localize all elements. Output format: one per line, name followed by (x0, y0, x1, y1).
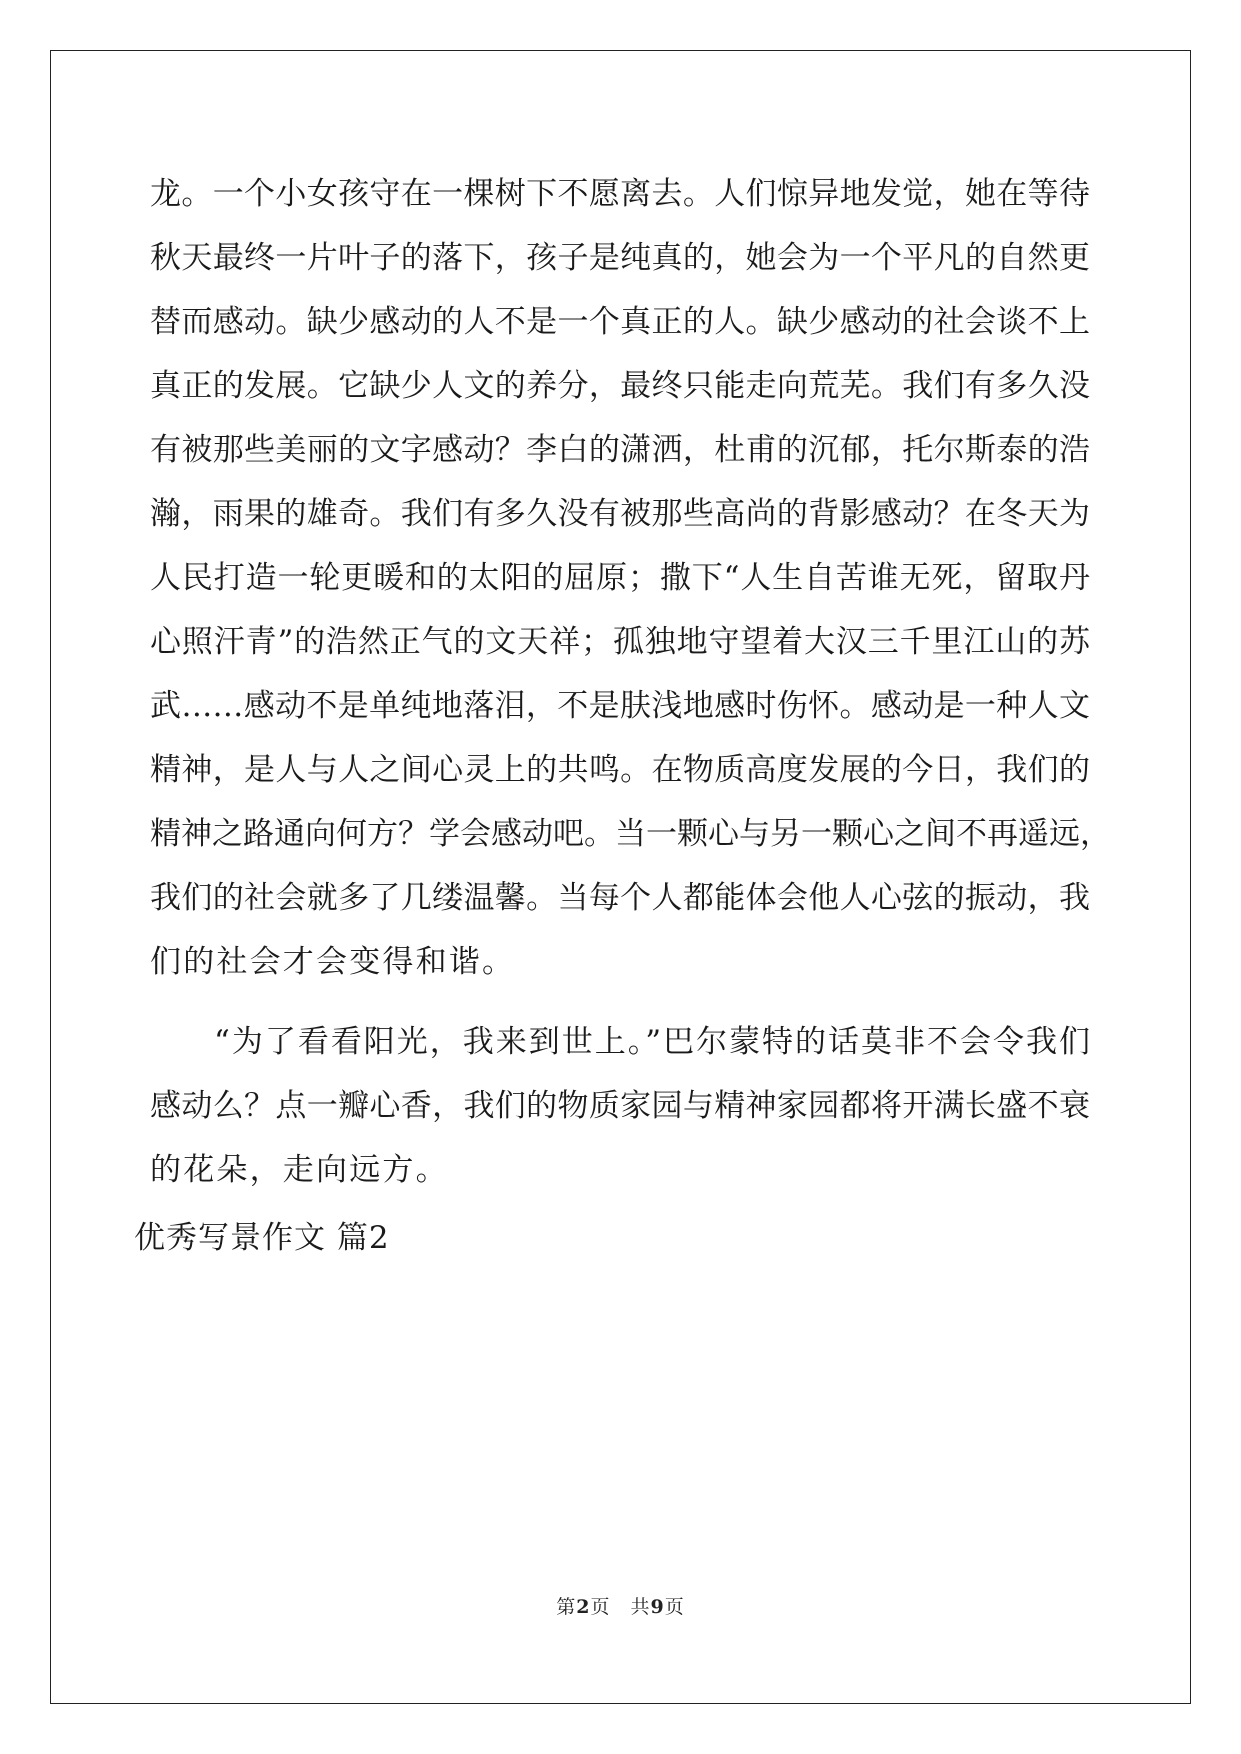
paragraph-2 (150, 1010, 1090, 1202)
text-line: 瀚，雨果的雄奇。我们有多久没有被那些高尚的背影感动？在冬天为 (150, 496, 1090, 532)
current-page-number: 2 (576, 1596, 591, 1618)
text-line: 龙。一个小女孩守在一棵树下不愿离去。人们惊异地发觉，她在等待 (150, 176, 1090, 212)
text-line: 秋天最终一片叶子的落下，孩子是纯真的，她会为一个平凡的自然更 (150, 240, 1090, 276)
text-line: 替而感动。缺少感动的人不是一个真正的人。缺少感动的社会谈不上 (150, 304, 1090, 340)
page-number-footer (0, 1592, 1241, 1619)
text-line: 人民打造一轮更暖和的太阳的屈原；撒下“人生自苦谁无死，留取丹 (150, 560, 1090, 596)
text-line: 我们的社会就多了几缕温馨。当每个人都能体会他人心弦的振动，我 (150, 880, 1090, 916)
total-page-number: 9 (650, 1596, 665, 1618)
section-heading: 优秀写景作文 篇2 (134, 1220, 390, 1256)
text-line: 的花朵，走向远方。 (150, 1152, 449, 1188)
text-line: 精神，是人与人之间心灵上的共鸣。在物质高度发展的今日，我们的 (150, 752, 1090, 788)
page-mid: 页 共 (590, 1596, 651, 1618)
text-line: 有被那些美丽的文字感动？李白的潇洒，杜甫的沉郁，托尔斯泰的浩 (150, 432, 1090, 468)
text-line: 们的社会才会变得和谐。 (150, 944, 516, 980)
document-body (134, 162, 1111, 1270)
paragraph-1 (150, 162, 1111, 994)
page-prefix: 第 (556, 1596, 577, 1618)
text-line: 武……感动不是单纯地落泪，不是肤浅地感时伤怀。感动是一种人文 (150, 688, 1090, 724)
text-line: 真正的发展。它缺少人文的养分，最终只能走向荒芜。我们有多久没 (150, 368, 1090, 404)
page-suffix: 页 (664, 1596, 685, 1618)
text-line: 精神之路通向何方？学会感动吧。当一颗心与另一颗心之间不再遥远， (150, 816, 1111, 852)
text-line: 感动么？点一瓣心香，我们的物质家园与精神家园都将开满长盛不衰 (150, 1088, 1090, 1124)
text-line: 心照汗青”的浩然正气的文天祥；孤独地守望着大汉三千里江山的苏 (150, 624, 1090, 660)
text-line: “为了看看阳光，我来到世上。”巴尔蒙特的话莫非不会令我们 (214, 1024, 1090, 1060)
